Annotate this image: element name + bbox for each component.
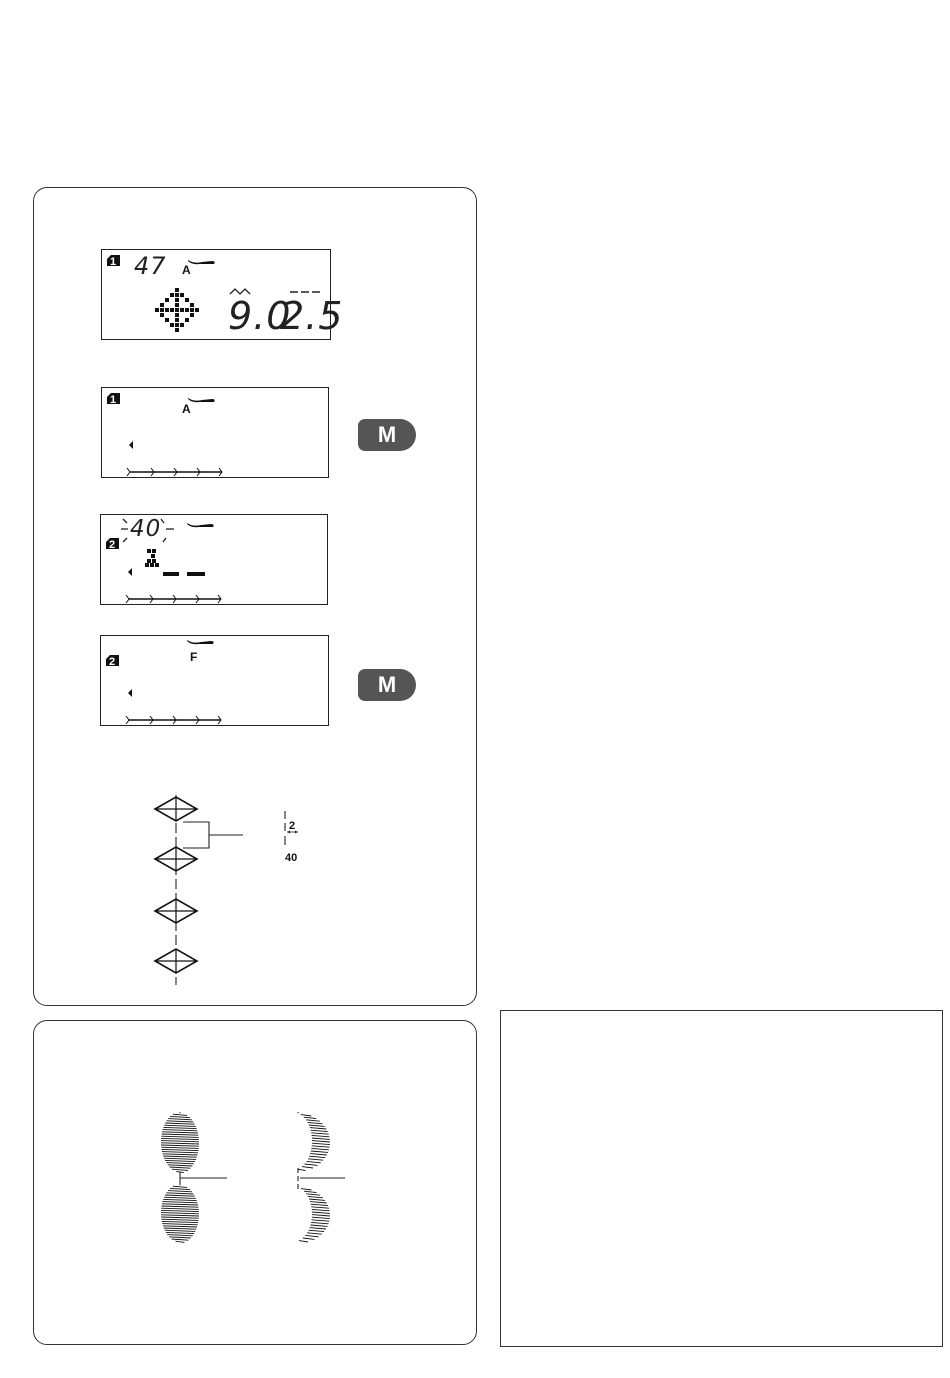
satin-stitch (310, 1228, 326, 1229)
foot-letter: A (182, 402, 191, 416)
page-number: 1 (109, 394, 117, 406)
satin-stitch (303, 1238, 315, 1239)
satin-stitch (307, 1161, 321, 1162)
satin-stitch (308, 1196, 323, 1197)
satin-stitch (312, 1146, 330, 1147)
satin-stitch (305, 1164, 318, 1165)
satin-stitch (310, 1128, 327, 1129)
satin-stitch (299, 1241, 308, 1242)
satin-stitch (311, 1133, 328, 1134)
satin-stitch (309, 1156, 325, 1157)
satin-stitch (302, 1167, 313, 1168)
memory-button[interactable]: M (358, 419, 416, 451)
satin-stitch (309, 1199, 325, 1200)
satin-stitch (306, 1120, 320, 1121)
memory-button[interactable]: M (358, 669, 416, 701)
page-number: 2 (108, 656, 116, 668)
satin-stitch (312, 1138, 330, 1139)
satin-stitch (312, 1141, 330, 1142)
page-number: 2 (108, 539, 116, 551)
satin-stitch (312, 1220, 330, 1221)
satin-stitch (304, 1191, 317, 1192)
foot-letter: F (190, 650, 198, 664)
stitch-width-value: 9.0 (228, 294, 292, 338)
satin-stitch (311, 1207, 329, 1208)
satin-stitch (309, 1125, 325, 1126)
satin-stitch (312, 1135, 330, 1136)
satin-stitch (304, 1117, 316, 1118)
satin-stitch (310, 1225, 327, 1226)
satin-stitch (308, 1159, 323, 1160)
foot-letter: A (182, 263, 191, 277)
satin-stitch (312, 1217, 330, 1218)
satin-stitch (310, 1154, 327, 1155)
pattern-number: 47 (134, 252, 167, 280)
satin-stitch (301, 1189, 311, 1190)
satin-stitch (301, 1115, 311, 1116)
satin-stitch (312, 1143, 330, 1144)
satin-stitch (310, 1202, 327, 1203)
satin-stitch (308, 1230, 324, 1231)
satin-stitch (312, 1212, 330, 1213)
note-box (500, 1010, 943, 1347)
satin-stitch (311, 1204, 328, 1205)
page-number: 1 (109, 256, 117, 268)
satin-stitch (312, 1209, 330, 1210)
satin-stitch (311, 1151, 328, 1152)
satin-stitch (311, 1222, 328, 1223)
satin-stitch (306, 1194, 320, 1195)
satin-stitch (311, 1130, 328, 1131)
satin-stitch (308, 1122, 323, 1123)
satin-stitch (311, 1148, 329, 1149)
satin-stitch (298, 1169, 305, 1170)
stitch-count-label: 40 (285, 852, 298, 864)
satin-stitch (312, 1215, 330, 1216)
satin-stitch (307, 1233, 322, 1234)
stitch-length-value: 2.5 (280, 294, 344, 338)
edit-value: 40 (130, 516, 162, 542)
stitch-length-label: 2 (289, 820, 296, 832)
satin-stitch (305, 1235, 318, 1236)
